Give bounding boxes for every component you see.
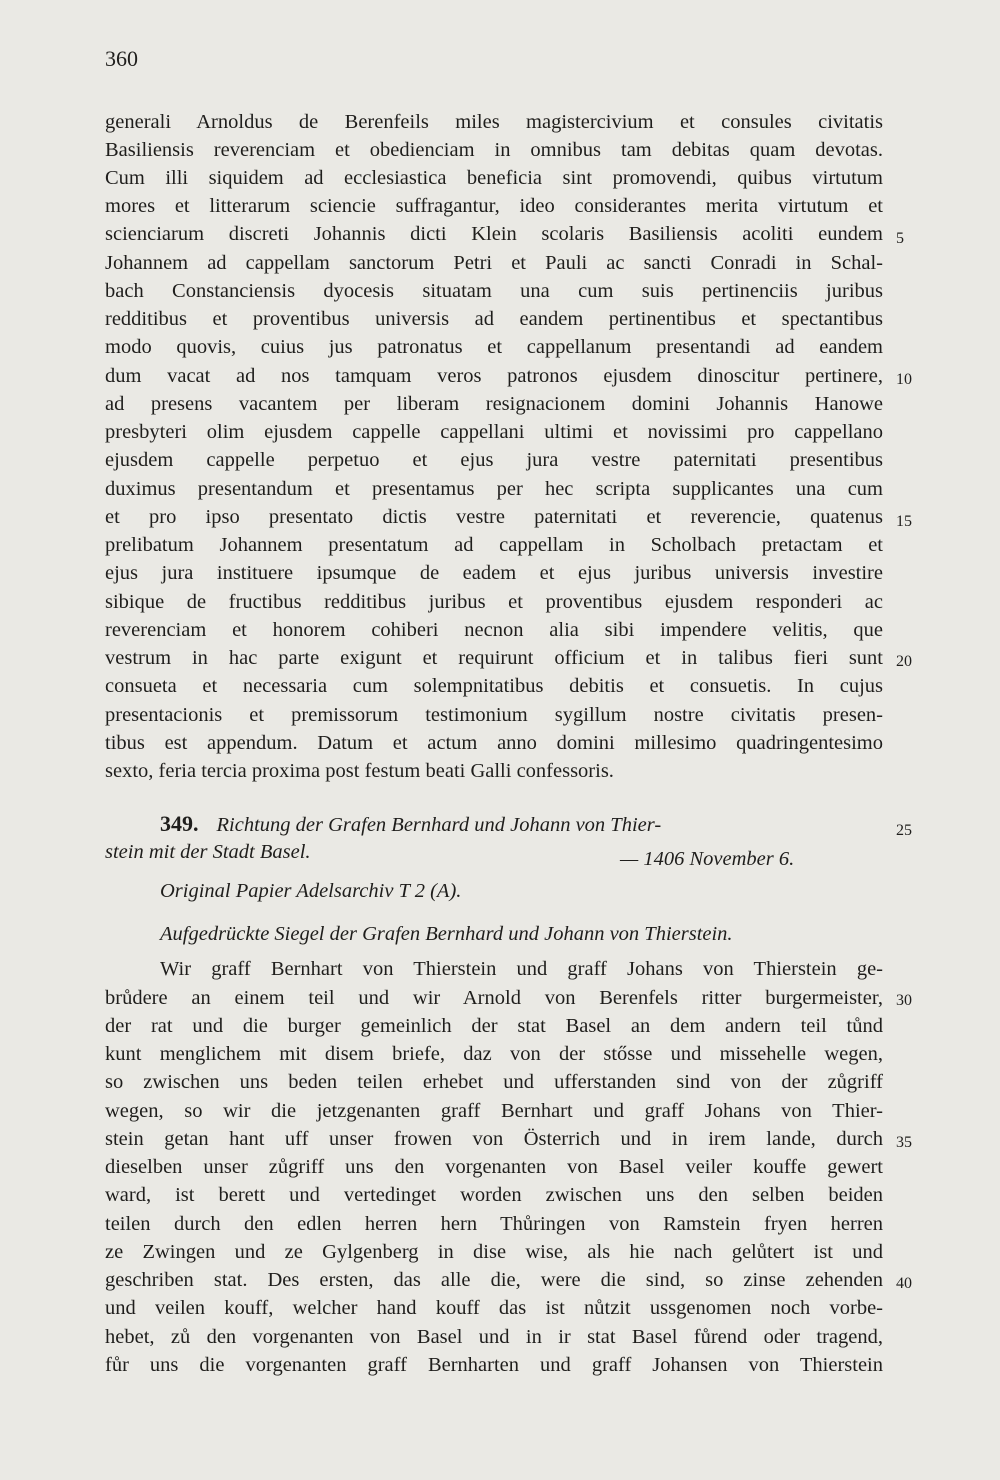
text-line: consueta et necessaria cum solempnitatibus debitis et consuetis. In cujus (105, 675, 883, 697)
text-line: ward, ist berett und vertedinget worden zwischen uns den selben beiden (105, 1184, 883, 1206)
text-line: Johannem ad cappellam sanctorum Petri et Pauli ac sancti Conradi in Schal- (105, 252, 883, 274)
seal-note: Aufgedrückte Siegel der Grafen Bernhard und Johann von Thierstein. (160, 923, 733, 945)
text-line: modo quovis, cuius jus patronatus et cappellanum presentandi ad eandem (105, 336, 883, 358)
text-line: mores et litterarum sciencie suffragantur, ideo considerantes merita virtutum et (105, 195, 883, 217)
text-line: brůdere an einem teil und wir Arnold von Berenfels ritter burgermeister, (105, 987, 883, 1009)
text-line: hebet, zů den vorgenanten von Basel und in ir stat Basel fůrend oder tragend, (105, 1326, 883, 1348)
margin-line-number: 40 (896, 1275, 912, 1292)
text-line: dum vacat ad nos tamquam veros patronos ejusdem dinoscitur pertinere, (105, 365, 883, 387)
source-note: Original Papier Adelsarchiv T 2 (A). (160, 880, 462, 902)
text-line: wegen, so wir die jetzgenanten graff Bernhart und graff Johans von Thier- (105, 1100, 883, 1122)
page-number: 360 (105, 46, 138, 71)
margin-line-number: 30 (896, 992, 912, 1009)
text-line: presentacionis et premissorum testimonium sygillum nostre civitatis presen- (105, 704, 883, 726)
text-line: ad presens vacantem per liberam resignacionem domini Johannis Hanowe (105, 393, 883, 415)
text-line: tibus est appendum. Datum et actum anno domini millesimo quadringentesimo (105, 732, 883, 754)
text-line: duximus presentandum et presentamus per hec scripta supplicantes una cum (105, 478, 883, 500)
margin-line-number: 20 (896, 653, 912, 670)
margin-line-number: 35 (896, 1134, 912, 1151)
margin-line-number: 25 (896, 822, 912, 839)
margin-line-number: 10 (896, 371, 912, 388)
text-line: so zwischen uns beden teilen erhebet und ufferstanden sind von der zůgriff (105, 1071, 883, 1093)
text-line: ejusdem cappelle perpetuo et ejus jura vestre paternitati presentibus (105, 449, 883, 471)
document-number: 349. (160, 811, 199, 836)
text-line: kunt menglichem mit disem briefe, daz von der stősse und missehelle wegen, (105, 1043, 883, 1065)
margin-line-number: 5 (896, 230, 904, 247)
text-line: vestrum in hac parte exigunt et requirunt officium et in talibus fieri sunt (105, 647, 883, 669)
text-line: geschriben stat. Des ersten, das alle die, were die sind, so zinse zehenden (105, 1269, 883, 1291)
text-line: teilen durch den edlen herren hern Thůringen von Ramstein fryen herren (105, 1213, 883, 1235)
text-line: et pro ipso presentato dictis vestre paternitati et reverencie, quatenus (105, 506, 883, 528)
text-line: bach Constanciensis dyocesis situatam una cum suis pertinenciis juribus (105, 280, 883, 302)
text-line: fůr uns die vorgenanten graff Bernharten und graff Johansen von Thierstein (105, 1354, 883, 1376)
text-line: stein getan hant uff unser frowen von Österrich und in irem lande, durch (105, 1128, 883, 1150)
text-line: ze Zwingen und ze Gylgenberg in dise wise, als hie nach gelůtert ist und (105, 1241, 883, 1263)
text-line: Basiliensis reverenciam et obedienciam in omnibus tam debitas quam devotas. (105, 139, 883, 161)
margin-line-number: 15 (896, 513, 912, 530)
text-line: Cum illi siquidem ad ecclesiastica beneficia sint promovendi, quibus virtutum (105, 167, 883, 189)
heading-line-2: stein mit der Stadt Basel. (105, 841, 311, 863)
text-line: prelibatum Johannem presentatum ad cappellam in Scholbach pretactam et (105, 534, 883, 556)
heading-line-1 (160, 810, 883, 839)
text-line: der rat und die burger gemeinlich der stat Basel an dem andern teil tůnd (105, 1015, 883, 1037)
text-line: ejus jura instituere ipsumque de eadem et ejus juribus universis investire (105, 562, 883, 584)
text-line: und veilen kouff, welcher hand kouff das ist nůtzit ussgenomen noch vorbe- (105, 1297, 883, 1319)
document-date: — 1406 November 6. (620, 848, 795, 870)
text-line: sibique de fructibus redditibus juribus et proventibus ejusdem responderi ac (105, 591, 883, 613)
text-line: scienciarum discreti Johannis dicti Klein scolaris Basiliensis acoliti eundem (105, 223, 883, 245)
text-line: Wir graff Bernhart von Thierstein und graff Johans von Thierstein ge- (160, 958, 883, 980)
text-line: redditibus et proventibus universis ad eandem pertinentibus et spectantibus (105, 308, 883, 330)
document-title: Richtung der Grafen Bernhard und Johann von Thier- (216, 814, 662, 836)
text-line: presbyteri olim ejusdem cappelle cappellani ultimi et novissimi pro cappellano (105, 421, 883, 443)
text-line: sexto, feria tercia proxima post festum beati Galli confessoris. (105, 760, 614, 782)
text-line: dieselben unser zůgriff uns den vorgenanten von Basel veiler kouffe gewert (105, 1156, 883, 1178)
text-line: reverenciam et honorem cohiberi necnon alia sibi impendere velitis, que (105, 619, 883, 641)
text-line: generali Arnoldus de Berenfeils miles magistercivium et consules civitatis (105, 111, 883, 133)
